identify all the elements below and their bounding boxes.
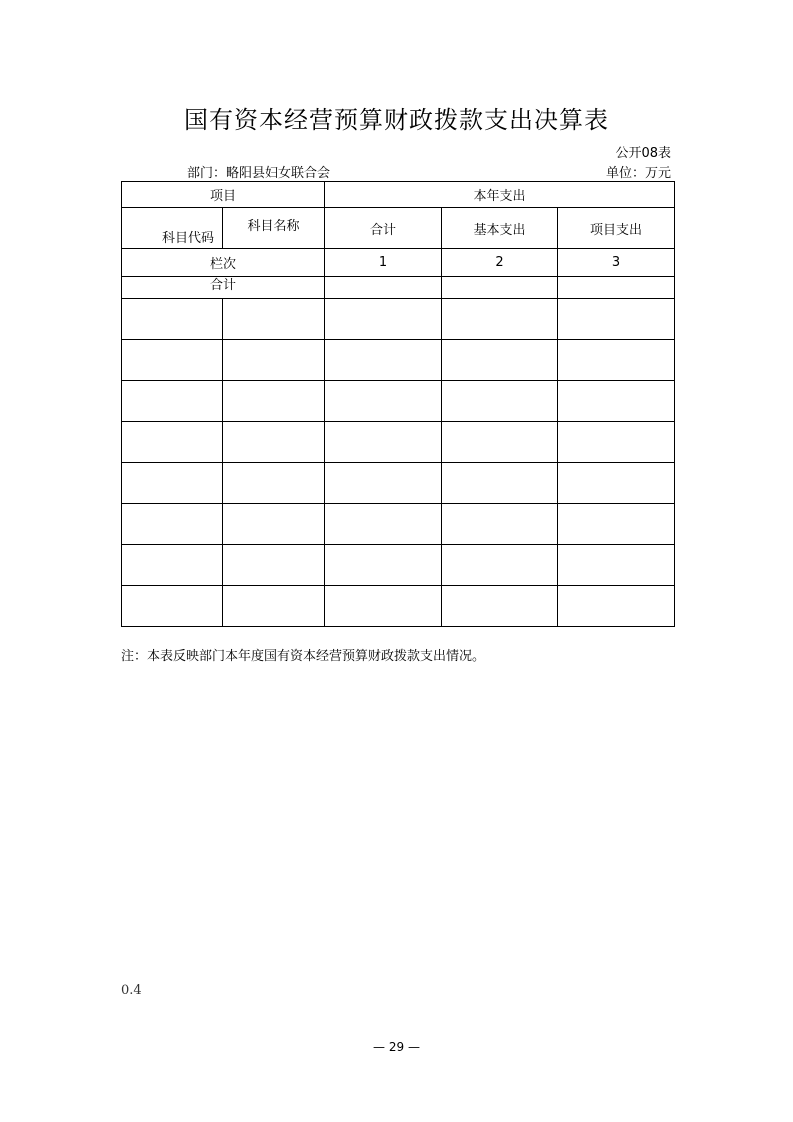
cell-total (325, 586, 442, 627)
cell-project (558, 340, 675, 381)
col-total-header: 合计 (325, 208, 442, 249)
cell-name (223, 340, 325, 381)
table-row (122, 463, 675, 504)
cell-basic (442, 299, 558, 340)
col-basic-header: 基本支出 (442, 208, 558, 249)
cell-project (558, 586, 675, 627)
table-row (122, 586, 675, 627)
cell-total (325, 422, 442, 463)
cell-basic (442, 340, 558, 381)
total-basic (442, 277, 558, 299)
cell-code (122, 463, 223, 504)
total-label-cell (122, 277, 325, 299)
cell-name (223, 381, 325, 422)
cell-name (223, 545, 325, 586)
header-item: 项目 (122, 182, 325, 208)
unit-label: 单位：万元 (605, 166, 671, 181)
cell-name (223, 422, 325, 463)
cell-name (223, 463, 325, 504)
cell-total (325, 340, 442, 381)
cell-total (325, 545, 442, 586)
cell-project (558, 381, 675, 422)
cell-total (325, 299, 442, 340)
cell-basic (442, 586, 558, 627)
cell-project (558, 422, 675, 463)
cell-total (325, 463, 442, 504)
cell-project (558, 545, 675, 586)
page-title: 国有资本经营预算财政拨款支出决算表 (184, 106, 609, 134)
row-index-label: 栏次 (122, 249, 325, 277)
cell-project (558, 504, 675, 545)
cell-total (325, 381, 442, 422)
col-project-header: 项目支出 (558, 208, 675, 249)
cell-project (558, 463, 675, 504)
cell-name (223, 299, 325, 340)
total-value (325, 277, 442, 299)
cell-code (122, 299, 223, 340)
cell-basic (442, 422, 558, 463)
cell-basic (442, 463, 558, 504)
cell-code (122, 504, 223, 545)
index-3: 3 (558, 249, 675, 277)
index-2: 2 (442, 249, 558, 277)
table-row (122, 422, 675, 463)
cell-code (122, 340, 223, 381)
department-label: 部门：略阳县妇女联合会 (187, 166, 331, 181)
cell-code (122, 586, 223, 627)
page-number: — 29 — (373, 1040, 420, 1054)
index-1: 1 (325, 249, 442, 277)
col-code-header (122, 208, 223, 249)
cell-basic (442, 381, 558, 422)
cell-code (122, 381, 223, 422)
cell-total (325, 504, 442, 545)
footer-value: 0.4 (121, 983, 142, 998)
table-row (122, 504, 675, 545)
cell-code (122, 422, 223, 463)
header-current-year: 本年支出 (325, 182, 675, 208)
cell-code (122, 545, 223, 586)
cell-basic (442, 545, 558, 586)
total-project (558, 277, 675, 299)
cell-name (223, 504, 325, 545)
form-code: 公开08表 (615, 146, 671, 161)
col-name-header (223, 208, 325, 249)
table-note: 注：本表反映部门本年度国有资本经营预算财政拨款支出情况。 (121, 649, 486, 664)
cell-basic (442, 504, 558, 545)
cell-project (558, 299, 675, 340)
total-label: 合计 (210, 278, 237, 293)
col-name-label: 科目名称 (247, 218, 300, 234)
table-row (122, 340, 675, 381)
budget-table (121, 181, 675, 627)
table-row (122, 545, 675, 586)
col-code-label: 科目代码 (162, 231, 215, 246)
table-row (122, 381, 675, 422)
table-row (122, 299, 675, 340)
cell-name (223, 586, 325, 627)
